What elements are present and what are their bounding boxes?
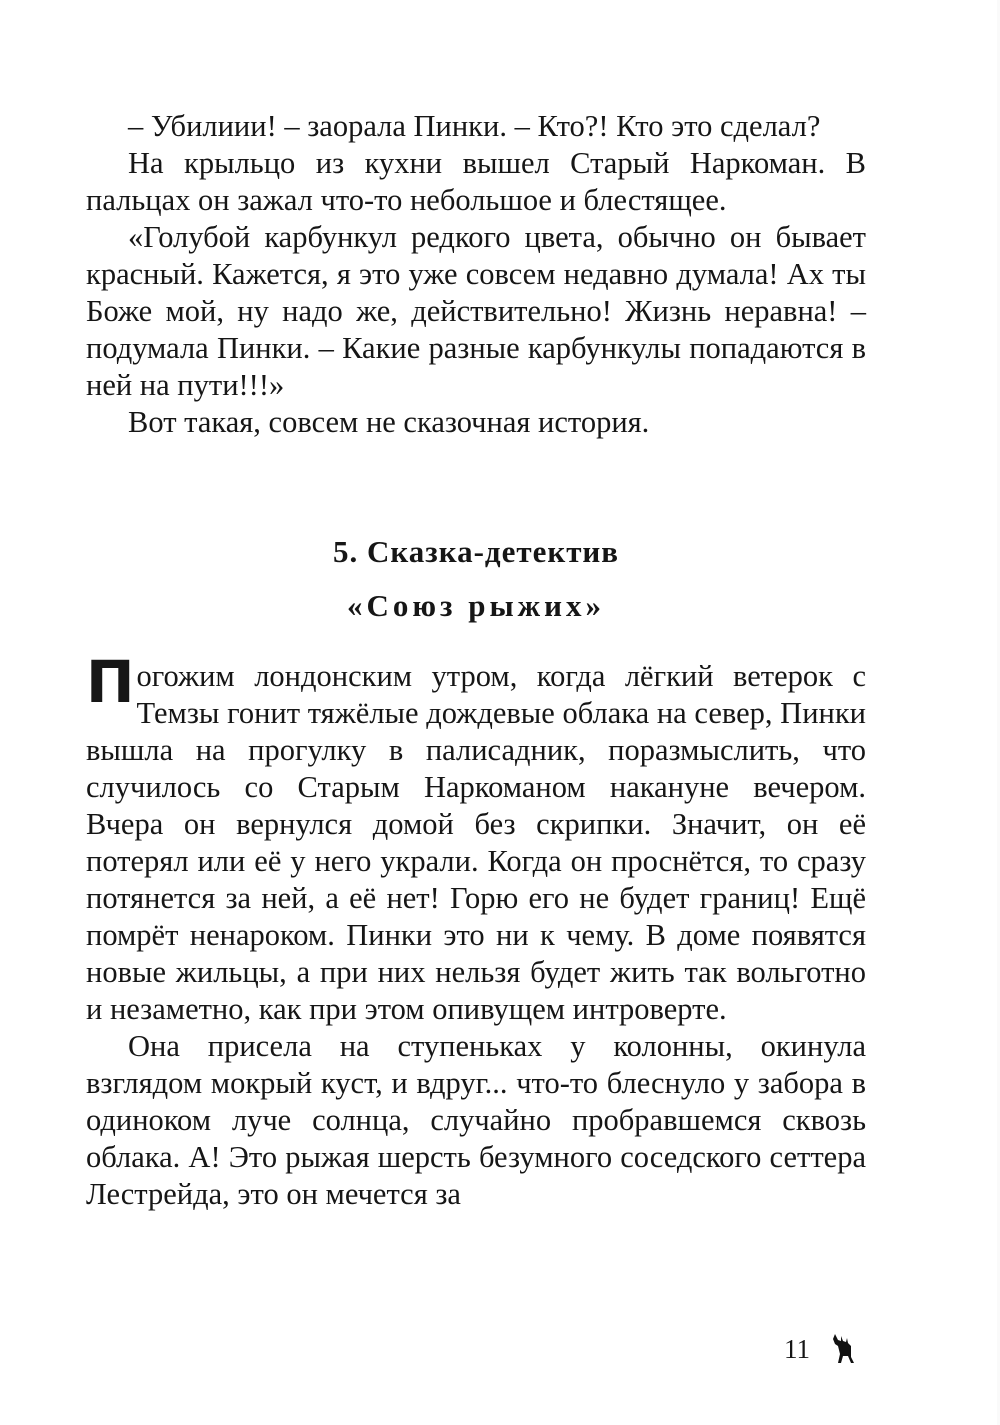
paragraph: Она присела на ступеньках у колонны, окинула взглядом мокрый куст, и вдруг... что-то блеснуло у забора в одиноком луче солнца, случайно пробравшемся сквозь облака. А! Это рыжая шерсть безумного соседского сеттера Лестрейда, это он мечется за	[86, 1029, 866, 1211]
text-block-top	[86, 108, 866, 441]
deer-icon	[832, 1332, 856, 1364]
paragraph	[86, 648, 866, 1028]
chapter-subtitle: «Союз рыжих»	[346, 588, 606, 623]
paragraph: – Убилиии! – заорала Пинки. – Кто?! Кто это сделал?	[128, 109, 821, 143]
paragraph: Вот такая, совсем не сказочная история.	[128, 405, 650, 439]
chapter-heading	[86, 534, 866, 634]
drop-cap: П	[86, 648, 135, 716]
paragraph-text: огожим лондонским утром, когда лёгкий ветерок с Темзы гонит тяжёлые дождевые облака на север, Пинки вышла на прогулку в палисадник, поразмыслить, что случилось со Старым Наркоманом накануне вечером. Вчера он вернулся домой без скрипки. Значит, он её потерял или её у него украли. Когда он проснётся, то сразу потянется за ней, а её нет! Горю его не будет границ! Ещё помрёт ненароком. Пинки это ни к чему. В доме появятся новые жильцы, а при них нельзя будет жить так вольготно и незаметно, как при этом опивущем интроверте.	[86, 659, 866, 1026]
text-block-bottom	[86, 648, 866, 1213]
page-number: 11	[784, 1334, 810, 1364]
paragraph: На крыльцо из кухни вышел Старый Наркоман. В пальцах он зажал что-то небольшое и блестящее.	[86, 146, 866, 217]
paragraph: «Голубой карбункул редкого цвета, обычно он бывает красный. Кажется, я это уже совсем недавно думала! Ах ты Боже мой, ну надо же, действительно! Жизнь неравна! – подумала Пинки. – Какие разные карбункулы попадаются в ней на пути!!!»	[86, 220, 866, 402]
chapter-title: 5. Сказка-детектив	[332, 534, 620, 569]
